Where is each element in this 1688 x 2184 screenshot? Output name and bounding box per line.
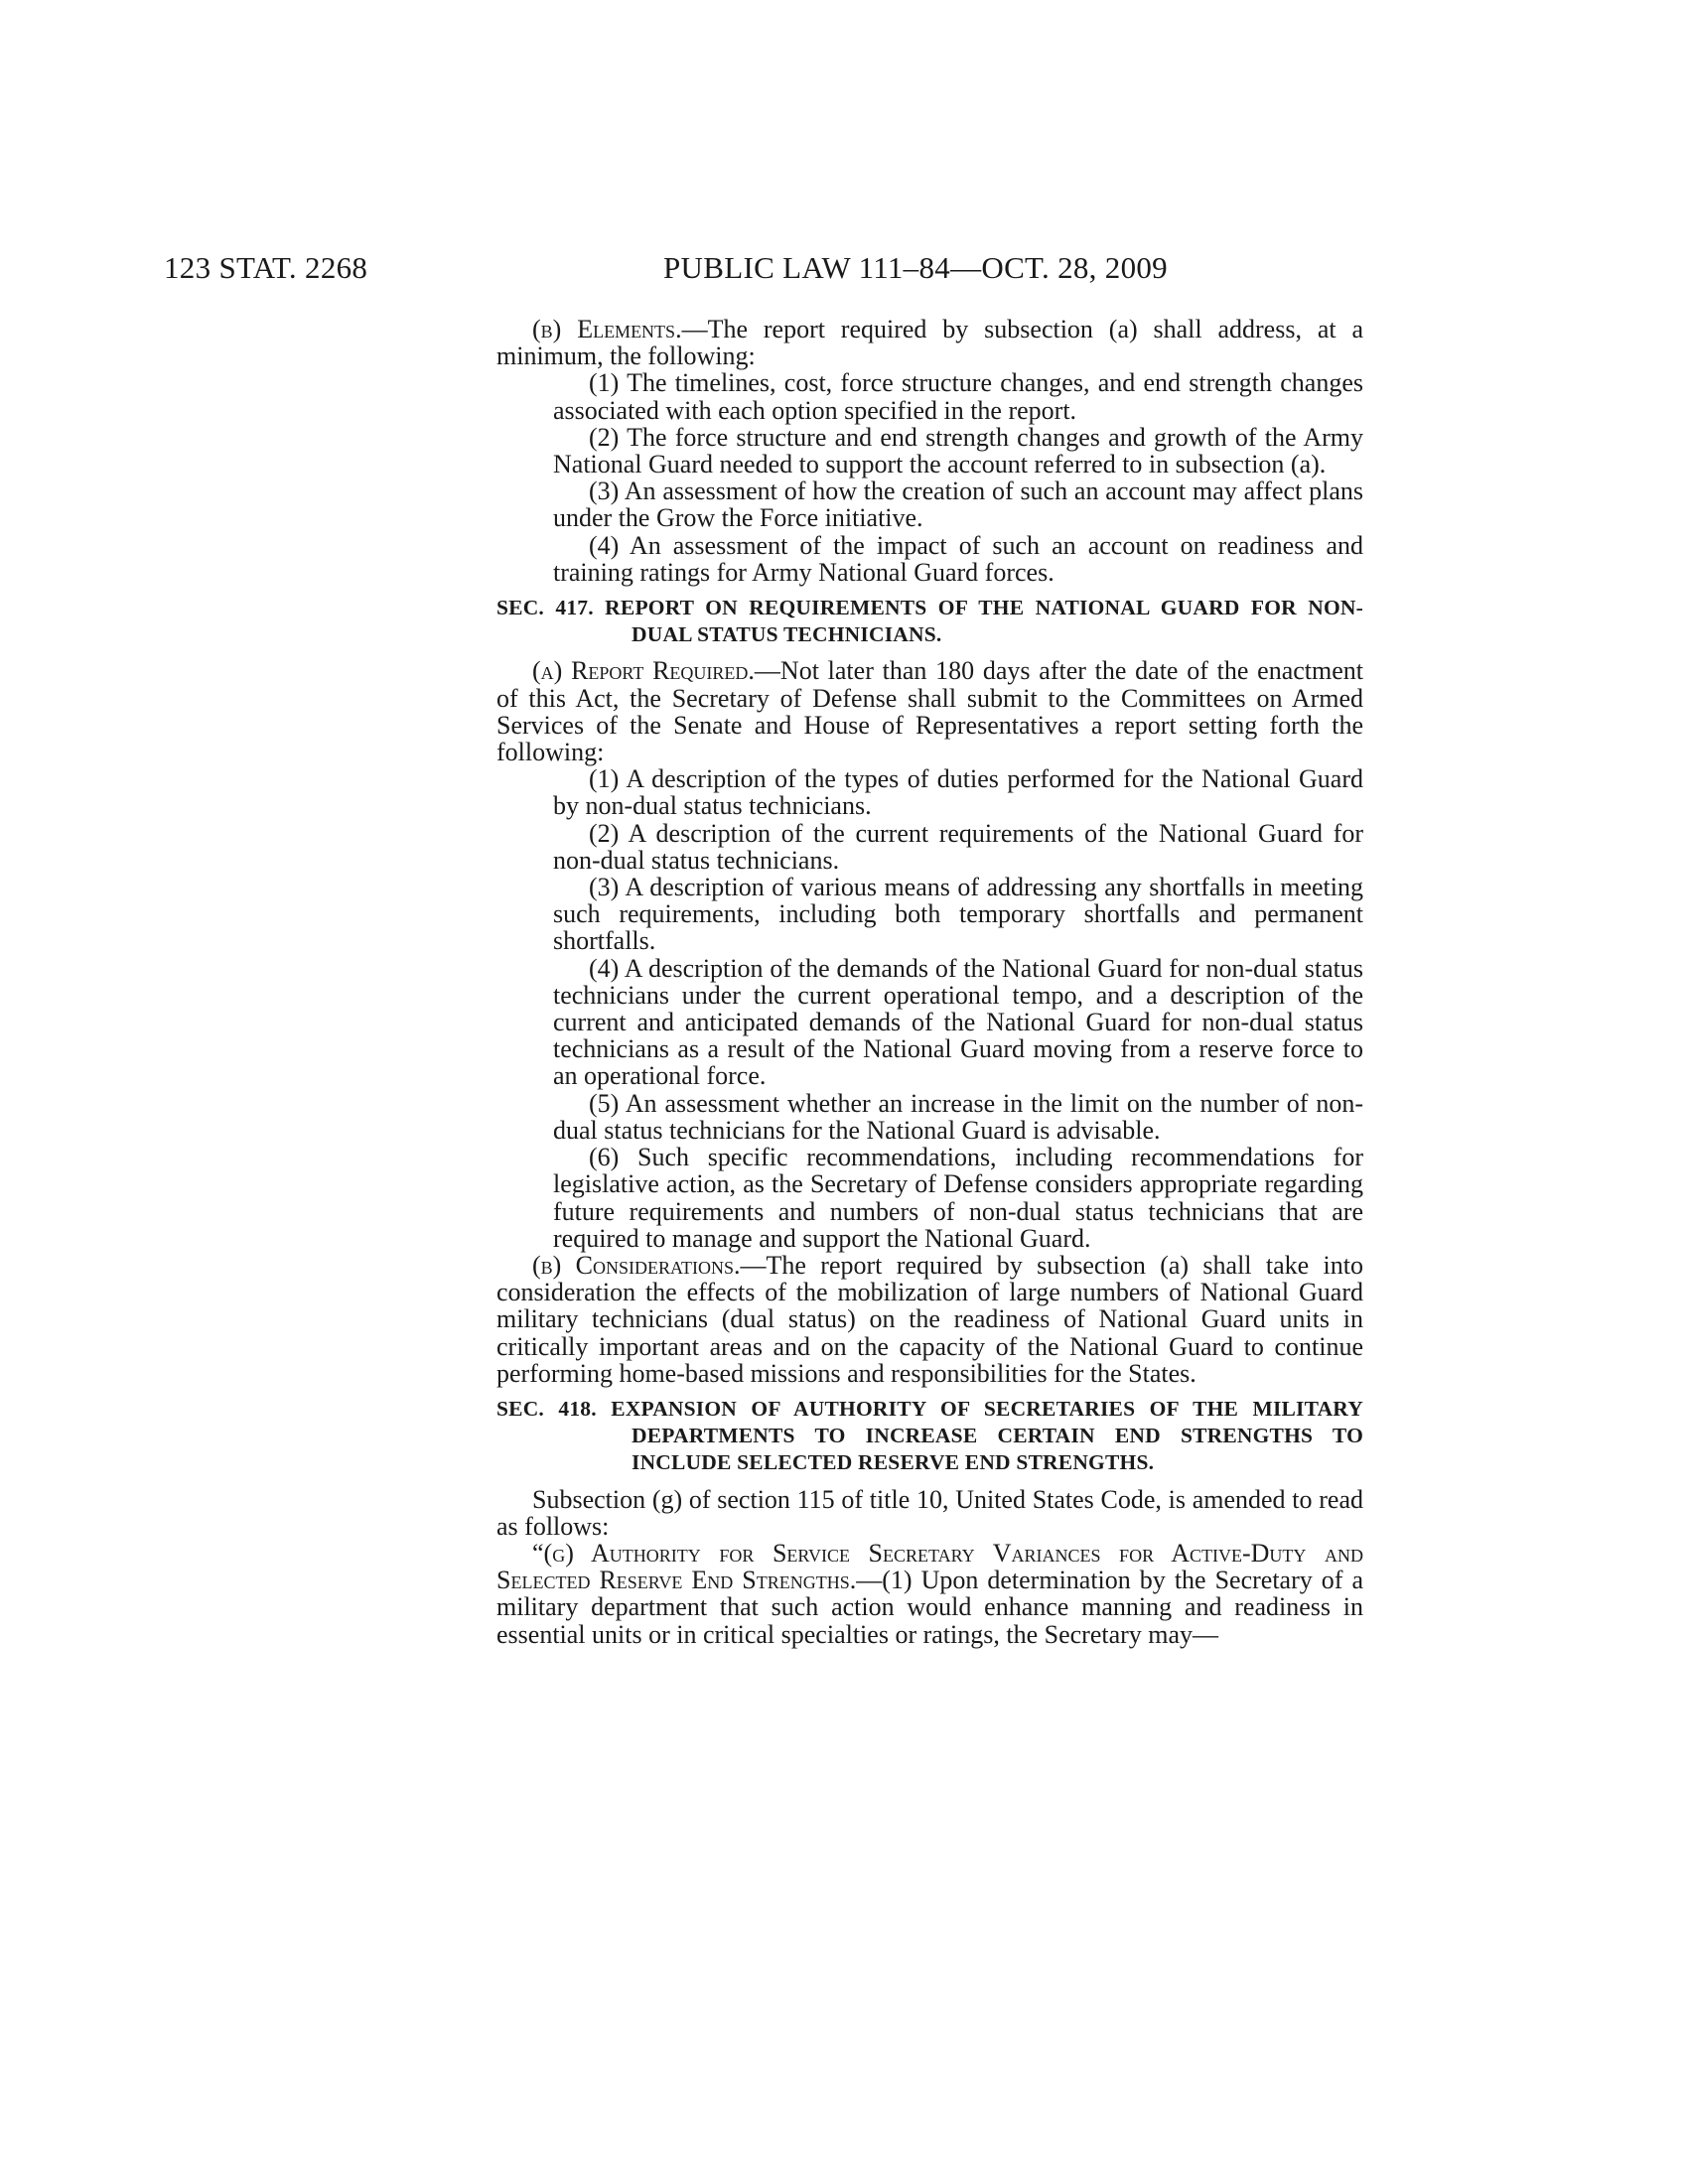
list-item: (3) A description of various means of addressing any shortfalls in meeting such requirements, including both temporary shortfalls and permanent shortfalls. bbox=[553, 873, 1363, 956]
list-item: (1) A description of the types of duties performed for the National Guard by non-dual status technicians. bbox=[553, 764, 1363, 821]
subsection-b-elements bbox=[496, 316, 1363, 369]
page-header bbox=[164, 250, 1256, 290]
subsection-g-authority bbox=[496, 1540, 1363, 1648]
list-item: (2) A description of the current requirements of the National Guard for non-dual status technicians. bbox=[553, 818, 1363, 875]
subsection-a-report-required bbox=[496, 657, 1363, 765]
subsection-label: (a) Report Required. bbox=[532, 656, 755, 686]
subsection-text: —Not later than 180 days after the date of the enactment of this Act, the Secretary of Defense shall submit to the Committees on Armed Services of the Senate and House of Representatives a report setting forth the following: bbox=[496, 656, 1363, 767]
list-item: (2) The force structure and end strength changes and growth of the Army National Guard needed to support the account referred to in subsection (a). bbox=[553, 422, 1363, 479]
document-body bbox=[496, 316, 1363, 1648]
subsection-label: (b) Considerations. bbox=[532, 1250, 741, 1280]
subsection-b-considerations bbox=[496, 1252, 1363, 1387]
list-item: (6) Such specific recommendations, including recommendations for legislative action, as the Secretary of Defense considers appropriate regarding future requirements and numbers of non-dual status technicians that are required to manage and support the National Guard. bbox=[553, 1143, 1363, 1253]
list-item: (4) A description of the demands of the National Guard for non-dual status technicians under the current operational tempo, and a description of the current and anticipated demands of the National Guard for non-dual status technicians as a result of the National Guard moving from a reserve force to an operational force. bbox=[553, 953, 1363, 1091]
subsection-label: “(g) Authority for Service Secretary Variances for Active-Duty and Selected Reserve End Strengths. bbox=[496, 1538, 1363, 1595]
list-item: (4) An assessment of the impact of such an account on readiness and training ratings for Army National Guard forces. bbox=[553, 530, 1363, 587]
section-418-heading: SEC. 418. EXPANSION OF AUTHORITY OF SECRETARIES OF THE MILITARY DEPARTMENTS TO INCREASE CERTAIN END STRENGTHS TO INCLUDE SELECTED RESERVE END STRENGTHS. bbox=[496, 1396, 1363, 1475]
list-item: (3) An assessment of how the creation of such an account may affect plans under the Grow the Force initiative. bbox=[553, 477, 1363, 533]
subsection-text: —The report required by subsection (a) shall address, at a minimum, the following: bbox=[496, 315, 1363, 371]
section-417-heading: SEC. 417. REPORT ON REQUIREMENTS OF THE NATIONAL GUARD FOR NON-DUAL STATUS TECHNICIANS. bbox=[496, 596, 1363, 647]
subsection-text: —(1) Upon determination by the Secretary of a military department that such action would enhance manning and readiness in essential units or in critical specialties or ratings, the Secretary may— bbox=[496, 1566, 1363, 1649]
list-item: (5) An assessment whether an increase in the limit on the number of non-dual status technicians for the National Guard is advisable. bbox=[553, 1088, 1363, 1145]
list-item: (1) The timelines, cost, force structure changes, and end strength changes associated with each option specified in the report. bbox=[553, 368, 1363, 425]
subsection-text: —The report required by subsection (a) shall take into consideration the effects of the mobilization of large numbers of National Guard military technicians (dual status) on the readiness of National Guard units in critically important areas and on the capacity of the National Guard to continue performing home-based missions and responsibilities for the States. bbox=[496, 1250, 1363, 1388]
law-title: PUBLIC LAW 111–84—OCT. 28, 2009 bbox=[663, 250, 1168, 285]
statute-page-reference: 123 STAT. 2268 bbox=[164, 250, 368, 285]
subsection-label: (b) Elements. bbox=[532, 315, 682, 343]
section-418-intro: Subsection (g) of section 115 of title 10, United States Code, is amended to read as follows: bbox=[496, 1484, 1363, 1541]
